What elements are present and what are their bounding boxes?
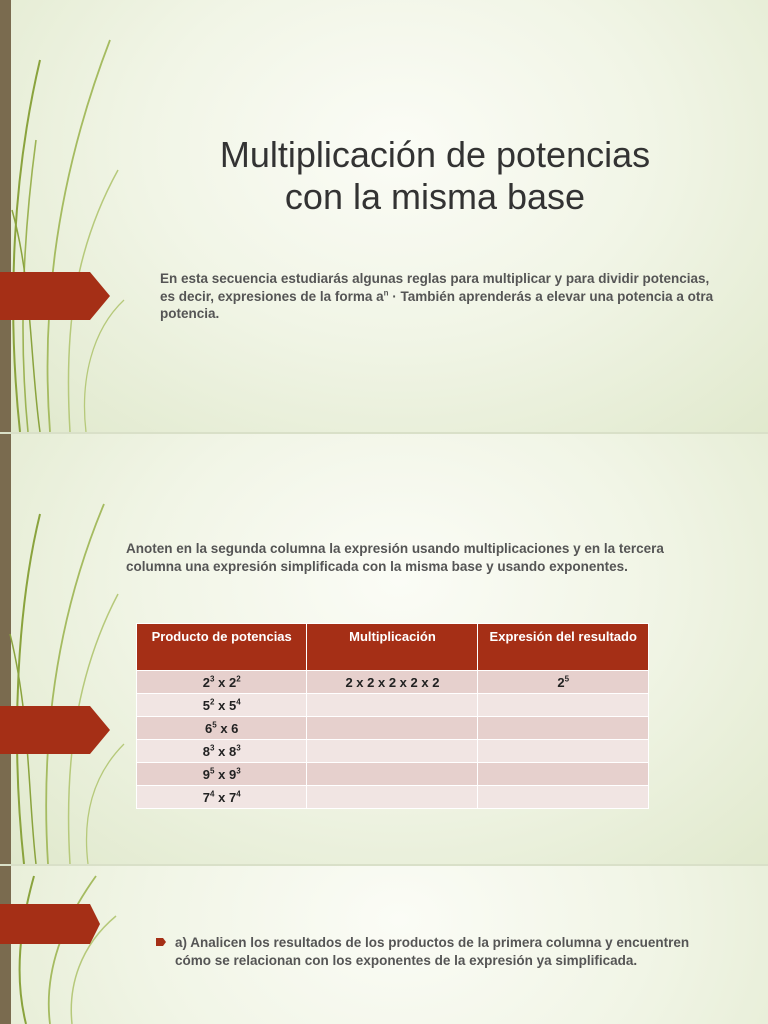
table-row [137,717,649,740]
product-cell: $9^5$ x $9^3$ [137,763,307,786]
grass-decoration [0,434,130,864]
multiplication-cell[interactable] [307,740,478,763]
red-arrow-tab [0,272,110,320]
result-cell[interactable] [478,786,649,809]
multiplication-cell[interactable] [307,786,478,809]
intro-text-cont: · También aprenderás a elevar una potencia a otra potencia. [160,288,714,322]
table-row [137,694,649,717]
product-cell: $2^3$ x $2^2$ [137,671,307,694]
result-cell[interactable] [478,694,649,717]
table-row [137,671,649,694]
result-cell[interactable] [478,763,649,786]
intro-exponent: n [383,288,389,298]
product-cell: $8^3$ x $8^3$ [137,740,307,763]
slide-title [120,134,750,218]
bullet-question-a: a) Analicen los resultados de los productos de la primera columna y encuentren cómo se relacionan con los exponentes de la expresión ya simplificada. [175,935,690,968]
bullet-arrow-icon [156,938,166,946]
table-row [137,763,649,786]
intro-text: En esta secuencia estudiarás algunas reglas para multiplicar y para dividir potencias, es decir, expresiones de la forma a [160,271,710,304]
grass-decoration [0,0,130,432]
product-cell: $6^5$ x 6 [137,717,307,740]
multiplication-cell[interactable]: 2 x 2 x 2 x 2 x 2 [307,671,478,694]
slide-2 [0,434,768,864]
grass-decoration [0,866,130,1024]
red-arrow-tab [0,904,110,944]
product-cell: $5^2$ x $5^4$ [137,694,307,717]
multiplication-cell[interactable] [307,717,478,740]
table-body [137,671,649,809]
red-arrow-tab [0,706,110,754]
header-multiplication: Multiplicación [307,624,478,671]
table-row [137,740,649,763]
slide-1 [0,0,768,432]
title-line-2: con la misma base [284,176,586,218]
title-line-1: Multiplicación de potencias [219,134,651,175]
slide-3 [0,866,768,1024]
header-product: Producto de potencias [137,624,307,671]
instruction-paragraph: Anoten en la segunda columna la expresión usando multiplicaciones y en la tercera columna una expresión simplificada con la misma base y usando exponentes. [126,541,664,574]
result-cell[interactable] [478,717,649,740]
multiplication-cell[interactable] [307,763,478,786]
intro-paragraph [160,270,720,323]
result-cell[interactable] [478,740,649,763]
multiplication-cell[interactable] [307,694,478,717]
product-cell: $7^4$ x $7^4$ [137,786,307,809]
table-row [137,786,649,809]
powers-table [136,623,649,809]
header-result: Expresión del resultado [478,624,649,671]
table-header-row [137,624,649,671]
result-cell[interactable]: $2^5$ [478,671,649,694]
